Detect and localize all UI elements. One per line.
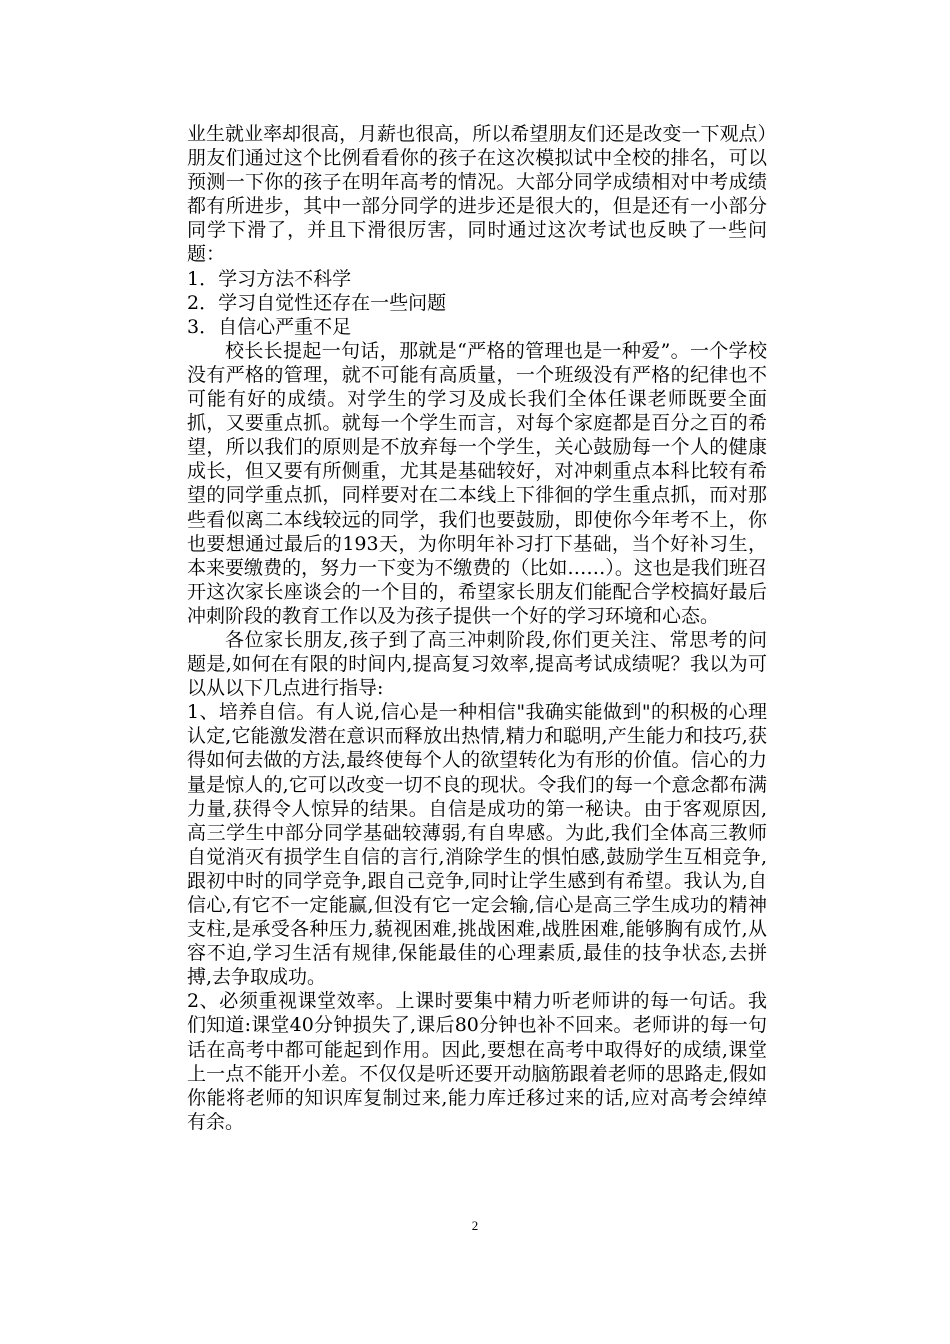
body-text bbox=[187, 122, 767, 1134]
paragraph-1: 业生就业率却很高，月薪也很高，所以希望朋友们还是改变一下观点）朋友们通过这个比例看看你的孩子在这次模拟试中全校的排名，可以预测一下你的孩子在明年高考的情况。大部分同学成绩相对中考成绩都有所进步，其中一部分同学的进步还是很大的，但是还有一小部分同学下滑了，并且下滑很厉害，同时通过这次考试也反映了一些问题： bbox=[187, 123, 767, 266]
list-item-2: 2．学习自觉性还存在一些问题 bbox=[187, 291, 447, 314]
list-item-3: 3．自信心严重不足 bbox=[187, 315, 352, 338]
paragraph-parents-question: 各位家长朋友,孩子到了高三冲刺阶段,你们更关注、常思考的问题是,如何在有限的时间内,提高复习效率,提高考试成绩呢？我以为可以从以下几点进行指导: bbox=[187, 628, 767, 700]
list-item-1: 1．学习方法不科学 bbox=[187, 267, 352, 290]
paragraph-point-confidence: 1、培养自信。有人说,信心是一种相信"我确实能做到"的积极的心理认定,它能激发潜在意识而释放出热情,精力和聪明,产生能力和技巧,获得如何去做的方法,最终使每个人的欲望转化为有形的价值。信心的力量是惊人的,它可以改变一切不良的现状。令我们的每一个意念都布满力量,获得令人惊异的结果。自信是成功的第一秘诀。由于客观原因,高三学生中部分同学基础较薄弱,有自卑感。为此,我们全体高三教师自觉消灭有损学生自信的言行,消除学生的惧怕感,鼓励学生互相竞争,跟初中时的同学竞争,跟自己竞争,同时让学生感到有希望。我认为,自信心,有它不一定能赢,但没有它一定会输,信心是高三学生成功的精神支柱,是承受各种压力,藐视困难,挑战困难,战胜困难,能够胸有成竹,从容不迫,学习生活有规律,保能最佳的心理素质,最佳的技争状态,去拼搏,去争取成功。 bbox=[187, 701, 767, 989]
paragraph-point-classroom: 2、必须重视课堂效率。上课时要集中精力听老师讲的每一句话。我们知道:课堂40分钟损失了,课后80分钟也补不回来。老师讲的每一句话在高考中都可能起到作用。因此,要想在高考中取得好的成绩,课堂上一点不能开小差。不仅仅是听还要开动脑筋跟着老师的思路走,假如你能将老师的知识库复制过来,能力库迁移过来的话,应对高考会绰绰有余。 bbox=[187, 990, 767, 1133]
paragraph-principal-quote: 校长长提起一句话，那就是“严格的管理也是一种爱”。一个学校没有严格的管理，就不可能有高质量，一个班级没有严格的纪律也不可能有好的成绩。对学生的学习及成长我们全体任课老师既要全面抓，又要重点抓。就每一个学生而言，对每个家庭都是百分之百的希望，所以我们的原则是不放弃每一个学生，关心鼓励每一个人的健康成长，但又要有所侧重，尤其是基础较好，对冲刺重点本科比较有希望的同学重点抓，同样要对在二本线上下徘徊的学生重点抓，而对那些看似离二本线较远的同学，我们也要鼓励，即使你今年考不上，你也要想通过最后的193天，为你明年补习打下基础，当个好补习生，本来要缴费的，努力一下变为不缴费的（比如……）。这也是我们班召开这次家长座谈会的一个目的，希望家长朋友们能配合学校搞好最后冲刺阶段的教育工作以及为孩子提供一个好的学习环境和心态。 bbox=[187, 339, 767, 627]
page-number: 2 bbox=[471, 1218, 479, 1233]
